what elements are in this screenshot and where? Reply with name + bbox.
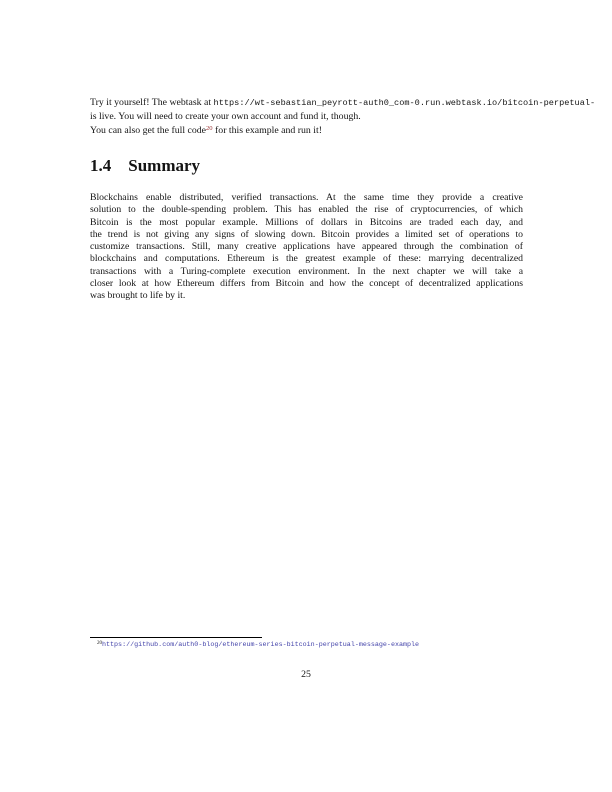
summary-line: the trend is not giving any signs of slowing down. Bitcoin provides a limited set of operations to <box>90 228 523 240</box>
code-paragraph-prefix: You can also get the full code <box>90 125 206 136</box>
intro-line-1 <box>90 96 596 110</box>
footnote-ref-link[interactable]: 20 <box>206 124 213 132</box>
code-paragraph-suffix: for this example and run it! <box>212 125 322 136</box>
summary-line: was brought to life by it. <box>90 290 186 302</box>
footnote-url-link[interactable]: https://github.com/auth0-blog/ethereum-series-bitcoin-perpetual-message-example <box>102 641 420 649</box>
footnote-marker: 20 <box>97 641 102 646</box>
summary-line: transactions with a Turing-complete execution environment. In the next chapter we will take a <box>90 265 523 277</box>
code-paragraph <box>90 125 523 139</box>
section-number: 1.4 <box>90 156 112 175</box>
intro-paragraph <box>90 96 596 123</box>
summary-line: customize transactions. Still, many creative applications have appeared through the combination of <box>90 241 523 253</box>
intro-line-2: is live. You will need to create your own account and fund it, though. <box>90 110 361 122</box>
intro-line1-text: Try it yourself! The webtask at <box>90 97 214 108</box>
page-number: 25 <box>301 669 311 680</box>
summary-paragraph <box>90 192 523 303</box>
summary-line: solution to the double-spending problem. This has enabled the rise of cryptocurrencies, of which <box>90 204 523 216</box>
webtask-url-link[interactable]: https://wt-sebastian_peyrott-auth0_com-0.run.webtask.io/bitcoin-perpetual- <box>213 98 596 108</box>
summary-line: Bitcoin is the most popular example. Millions of dollars in Bitcoins are traded each day, and <box>90 216 523 228</box>
summary-line: blockchains and computations. Ethereum is the greatest example of these: marrying decentralized <box>90 253 523 265</box>
footnote <box>97 640 517 650</box>
summary-line: closer look at how Ethereum differs from Bitcoin and how the concept of decentralized applications <box>90 278 523 290</box>
footnote-rule <box>90 637 262 638</box>
section-heading <box>90 156 523 176</box>
summary-line: Blockchains enable distributed, verified transactions. At the same time they provide a creative <box>90 192 523 203</box>
section-title: Summary <box>128 156 201 175</box>
